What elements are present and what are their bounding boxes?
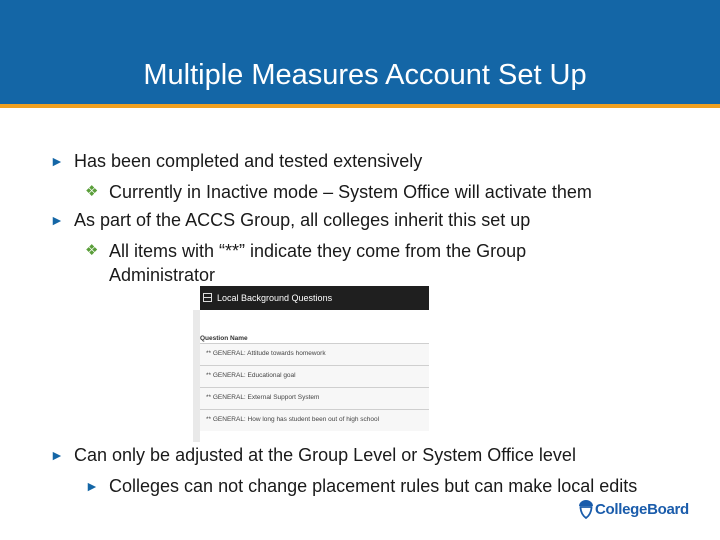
table-row: ** GENERAL: Attitude towards homework [200,343,429,365]
sub-bullet-item [85,239,629,287]
screenshot-column-header: Question Name [200,335,248,342]
bullet-text: As part of the ACCS Group, all colleges inherit this set up [74,210,531,230]
bullet-item [50,443,576,467]
table-row: ** GENERAL: Educational goal [200,365,429,387]
arrow-bullet-icon: ► [50,212,64,228]
logo-text: CollegeBoard [595,501,689,518]
bullet-text: Colleges can not change placement rules but can make local edits [109,476,638,496]
arrow-bullet-icon: ► [85,478,99,494]
title-underline [0,104,720,108]
bullet-text: All items with “**” indicate they come from the Group Administrator [109,241,527,285]
checkmark-bullet-icon: ❖ [85,183,99,200]
table-row: ** GENERAL: External Support System [200,387,429,409]
bullet-text: Has been completed and tested extensively [74,151,423,171]
checkmark-bullet-icon: ❖ [85,242,99,259]
bullet-text: Can only be adjusted at the Group Level or System Office level [74,445,576,465]
bullet-item [50,208,531,232]
embedded-screenshot [193,286,429,442]
bullet-item [50,149,423,173]
arrow-bullet-icon: ► [50,447,64,463]
screenshot-header [200,286,429,310]
sub-bullet-item [85,474,669,498]
sub-bullet-item [85,180,592,204]
acorn-icon [578,499,594,519]
screenshot-header-text: Local Background Questions [217,293,333,303]
bullet-text: Currently in Inactive mode – System Office will activate them [109,182,592,202]
table-icon [203,293,212,302]
table-row: ** GENERAL: How long has student been out of high school [200,409,429,431]
screenshot-sidebar [193,310,200,442]
slide-title: Multiple Measures Account Set Up [143,59,587,91]
arrow-bullet-icon: ► [50,153,64,169]
